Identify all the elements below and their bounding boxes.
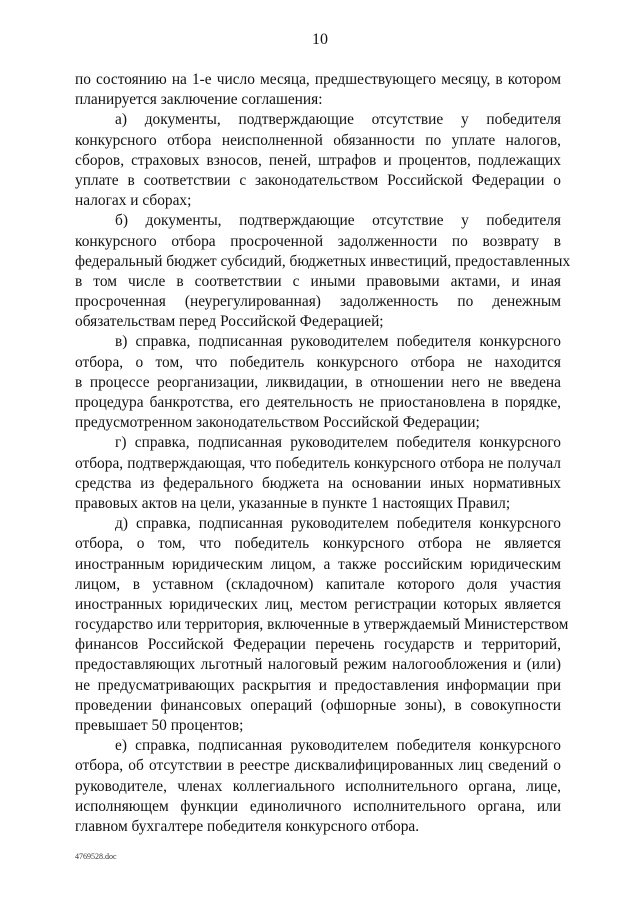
file-name-footer: 4769528.doc [75,852,117,861]
paragraph [75,211,571,332]
text-line: лицом, в уставном (складочном) капитале которого доля участия [75,575,561,593]
text-line: в) справка, подписанная руководителем победителя конкурсного [115,333,561,351]
text-line: государство или территория, включенные в утверждаемый Министерством [75,616,569,634]
text-line: в том числе в соответствии с иными правовыми актами, и иная [75,272,561,290]
text-line: отбора, подтверждающая, что победитель конкурсного отбора не получал [75,454,561,472]
paragraph [75,332,561,433]
text-line: исполняющем функции единоличного исполнительного органа, или [75,797,561,815]
paragraph [75,433,561,514]
text-line: е) справка, подписанная руководителем победителя конкурсного [115,737,561,755]
paragraph [75,70,561,110]
text-line: предусмотренном законодательством Российской Федерации; [75,414,480,432]
text-line: иностранным юридическим лицом, а также российским юридическим [75,555,561,573]
paragraph [75,514,569,736]
text-line: отбора, об отсутствии в реестре дисквалифицированных лиц сведений о [75,757,561,775]
text-line: главном бухгалтере победителя конкурсного отбора. [75,817,420,835]
text-line: отбора, о том, что победитель конкурсного отбора не является [75,535,561,553]
text-line: обязательствам перед Российской Федерацией; [75,313,384,331]
text-line: д) справка, подписанная руководителем победителя конкурсного [115,515,561,533]
text-line: не предусматривающих раскрытия и предоставления информации при [75,676,561,694]
text-line: средства из федерального бюджета на основании иных нормативных [75,474,561,492]
text-line: уплате в соответствии с законодательством Российской Федерации о [75,171,561,189]
text-line: сборов, страховых взносов, пеней, штрафов и процентов, подлежащих [75,151,561,169]
text-line: по состоянию на 1-е число месяца, предшествующего месяцу, в котором [75,71,561,88]
text-line: в процессе реорганизации, ликвидации, в отношении него не введена [75,373,561,391]
text-line: финансов Российской Федерации перечень государств и территорий, [75,636,561,654]
text-line: просроченная (неурегулированная) задолженность по денежным [75,293,561,311]
text-line: иностранных юридических лиц, местом регистрации которых является [75,595,561,613]
text-line: руководителе, членах коллегиального исполнительного органа, лице, [75,777,561,795]
text-line: процедура банкротства, его деятельность не приостановлена в порядке, [75,394,561,411]
text-line: планируется заключение соглашения: [75,91,323,109]
text-line: конкурсного отбора просроченной задолженности по возврату в [75,232,561,250]
paragraph [75,736,561,837]
text-line: предоставляющих льготный налоговый режим налогообложения и (или) [75,656,561,674]
text-line: федеральный бюджет субсидий, бюджетных инвестиций, предоставленных [75,252,571,270]
text-line: конкурсного отбора неисполненной обязанности по уплате налогов, [75,131,561,149]
paragraph [75,110,561,211]
text-line: правовых актов на цели, указанные в пункте 1 настоящих Правил; [75,494,511,512]
text-line: отбора, о том, что победитель конкурсного отбора не находится [75,353,561,371]
page-number: 10 [312,31,328,48]
text-line: б) документы, подтверждающие отсутствие у победителя [115,212,561,230]
text-line: превышает 50 процентов; [75,717,244,734]
text-line: налогах и сборах; [75,192,192,210]
text-line: а) документы, подтверждающие отсутствие у победителя [115,111,561,129]
text-line: г) справка, подписанная руководителем победителя конкурсного [115,434,561,452]
text-line: проведении финансовых операций (офшорные зоны), в совокупности [75,696,561,714]
document-body [75,70,571,837]
